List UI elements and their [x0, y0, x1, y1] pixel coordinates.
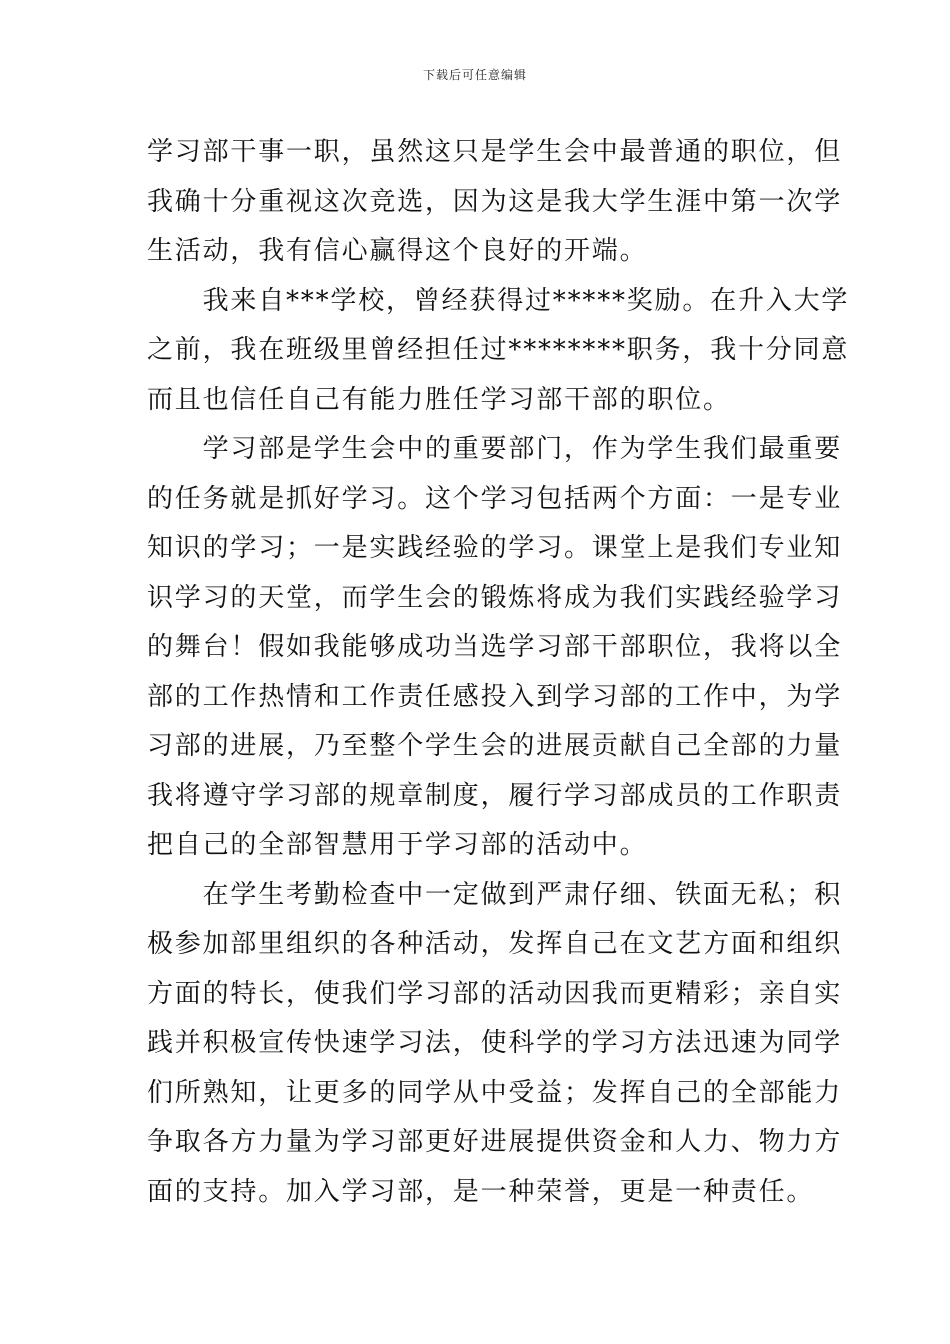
text-line: 生活动，我有信心赢得这个良好的开端。 [147, 236, 648, 266]
text-line: 识学习的天堂，而学生会的锻炼将成为我们实践经验学习 [147, 582, 843, 613]
text-line: 部的工作热情和工作责任感投入到学习部的工作中，为学 [147, 681, 843, 712]
text-line: 学习部是学生会中的重要部门，作为学生我们最重要 [147, 434, 843, 464]
text-line: 面的支持。加入学习部，是一种荣誉，更是一种责任。 [147, 1176, 815, 1207]
text-line: 极参加部里组织的各种活动，发挥自己在文艺方面和组织 [147, 929, 843, 959]
document-body [147, 128, 850, 1217]
text-line: 学习部干事一职，虽然这只是学生会中最普通的职位，但 [147, 137, 843, 167]
text-line: 的舞台！假如我能够成功当选学习部干部职位，我将以全 [147, 632, 843, 662]
text-line: 方面的特长，使我们学习部的活动因我而更精彩；亲自实 [147, 978, 843, 1009]
text-line: 争取各方力量为学习部更好进展提供资金和人力、物力方 [147, 1127, 843, 1157]
text-line: 我确十分重视这次竞选，因为这是我大学生涯中第一次学 [147, 186, 843, 217]
text-line: 我来自***学校，曾经获得过*****奖励。在升入大学 [147, 285, 850, 316]
text-line: 知识的学习；一是实践经验的学习。课堂上是我们专业知 [147, 533, 843, 563]
header-note: 下载后可任意编辑 [422, 68, 527, 82]
text-line: 习部的进展，乃至整个学生会的进展贡献自己全部的力量 [147, 731, 843, 761]
text-line: 在学生考勤检查中一定做到严肃仔细、铁面无私；积 [147, 879, 843, 910]
text-line: 我将遵守学习部的规章制度，履行学习部成员的工作职责 [147, 780, 843, 811]
text-line: 践并积极宣传快速学习法，使科学的学习方法迅速为同学 [147, 1028, 843, 1058]
text-line: 把自己的全部智慧用于学习部的活动中。 [147, 830, 648, 860]
text-line: 之前，我在班级里曾经担任过********职务，我十分同意 [147, 335, 850, 365]
text-line: 而且也信任自己有能力胜任学习部干部的职位。 [147, 384, 731, 415]
text-line: 们所熟知，让更多的同学从中受益；发挥自己的全部能力 [147, 1077, 843, 1108]
text-line: 的任务就是抓好学习。这个学习包括两个方面：一是专业 [147, 483, 843, 514]
